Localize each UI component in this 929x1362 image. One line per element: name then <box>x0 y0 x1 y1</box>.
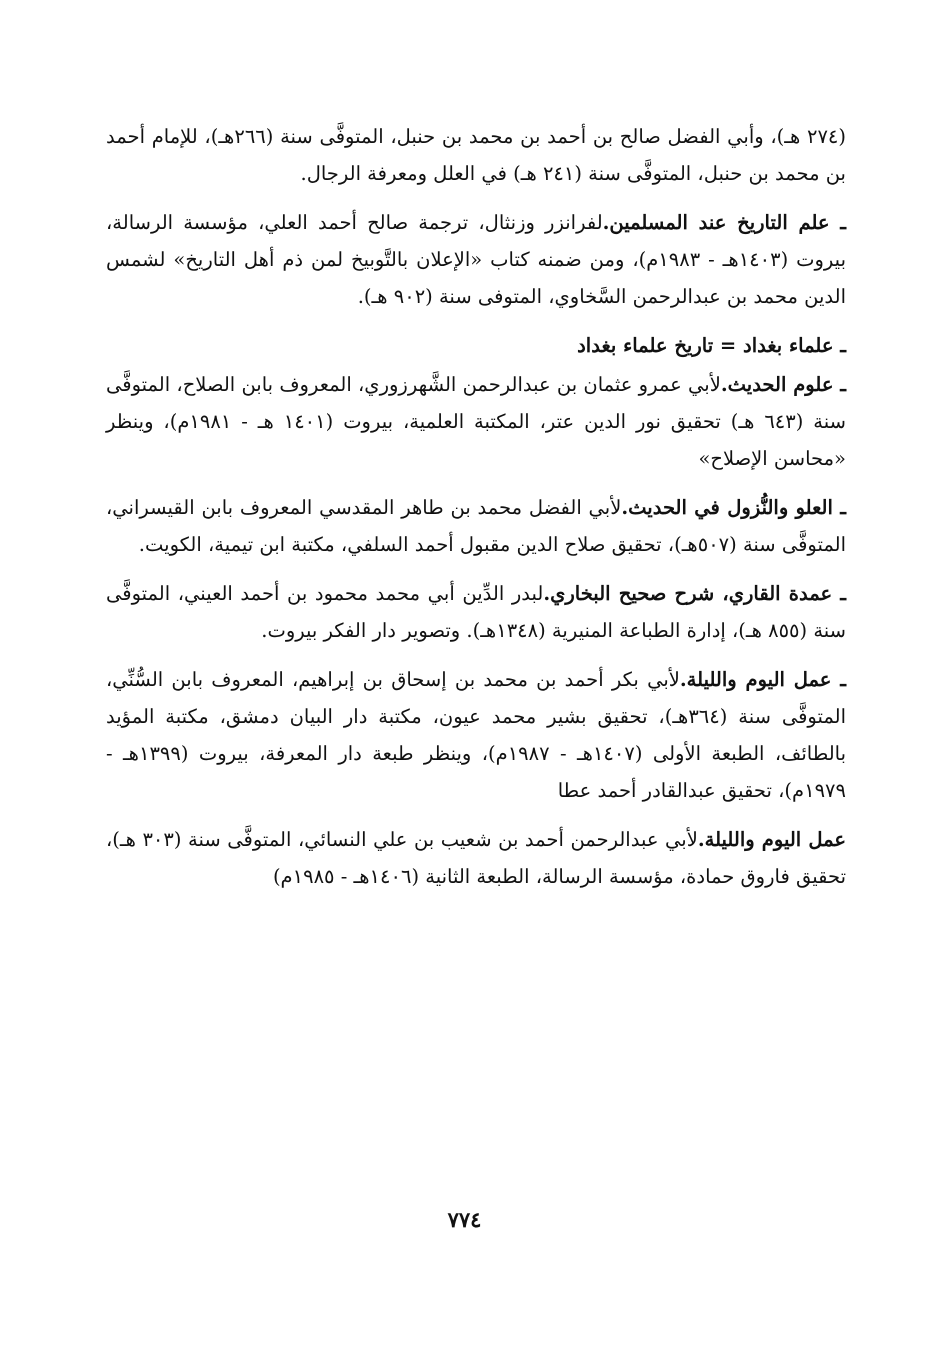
entry-body: لبدر الدِّين أبي محمد محمود بن أحمد العيني، المتوفَّى سنة (٨٥٥ هـ)، إدارة الطباعة المنيرية (١٣٤٨هـ). وتصوير دار الفكر بيروت. <box>106 582 846 642</box>
list-item <box>106 327 846 364</box>
page-body <box>106 118 846 907</box>
entry-body: لأبي عبدالرحمن أحمد بن شعيب بن علي النسائي، المتوفَّى سنة (٣٠٣ هـ)، تحقيق فاروق حمادة، مؤسسة الرسالة، الطبعة الثانية (١٤٠٦هـ - ١٩٨٥م) <box>106 828 846 888</box>
entry-body: لفرانزر وزنثال، ترجمة صالح أحمد العلي، مؤسسة الرسالة، بيروت (١٤٠٣هـ - ١٩٨٣م)، ومن ضمنه كتاب «الإعلان بالتَّوبيخ لمن ذم أهل التاريخ» لشمس الدين محمد بن عبدالرحمن السَّخاوي، المتوفى سنة (٩٠٢ هـ). <box>106 211 846 308</box>
entry-title: ـ عمل اليوم والليلة. <box>679 668 846 691</box>
page-number: ٧٧٤ <box>447 1207 482 1232</box>
list-item <box>106 204 846 315</box>
entry-title: ـ علوم الحديث. <box>720 373 847 396</box>
list-item <box>106 821 846 895</box>
entry-body: (٢٧٤ هـ)، وأبي الفضل صالح بن أحمد بن محمد بن حنبل، المتوفَّى سنة (٢٦٦هـ)، للإمام أحمد بن محمد بن حنبل، المتوفَّى سنة (٢٤١ هـ) في العلل ومعرفة الرجال. <box>106 125 847 185</box>
entry-title: ـ علم التاريخ عند المسلمين. <box>602 211 846 234</box>
entry-body: لأبي بكر أحمد بن محمد بن إسحاق بن إبراهيم، المعروف بابن السُّنِّي، المتوفَّى سنة (٣٦٤هـ)، تحقيق بشير محمد عيون، مكتبة دار البيان دمشق، مكتبة المؤيد بالطائف، الطبعة الأولى (١٤٠٧هـ - ١٩٨٧م)، وينظر طبعة دار المعرفة، بيروت (١٣٩٩هـ - ١٩٧٩م)، تحقيق عبدالقادر أحمد عطا <box>106 668 846 802</box>
entry-body: لأبي الفضل محمد بن طاهر المقدسي المعروف بابن القيسراني، المتوفَّى سنة (٥٠٧هـ)، تحقيق صلاح الدين مقبول أحمد السلفي، مكتبة ابن تيمية، الكويت. <box>106 496 846 556</box>
entry-title: عمل اليوم والليلة. <box>697 828 846 851</box>
list-item <box>106 118 846 192</box>
entry-title: ـ العلو والنُّزول في الحديث. <box>621 496 846 519</box>
entry-title: ـ علماء بغداد = تاريخ علماء بغداد <box>577 334 846 357</box>
list-item <box>106 366 846 477</box>
list-item <box>106 575 846 649</box>
entry-body: لأبي عمرو عثمان بن عبدالرحمن الشَّهرزوري، المعروف بابن الصلاح، المتوفَّى سنة (٦٤٣ هـ) تحقيق نور الدين عتر، المكتبة العلمية، بيروت (١٤٠١ هـ - ١٩٨١م)، وينظر «محاسن الإصلاح» <box>106 373 846 470</box>
list-item <box>106 661 846 809</box>
list-item <box>106 489 846 563</box>
entry-title: ـ عمدة القاري، شرح صحيح البخاري. <box>543 582 846 605</box>
